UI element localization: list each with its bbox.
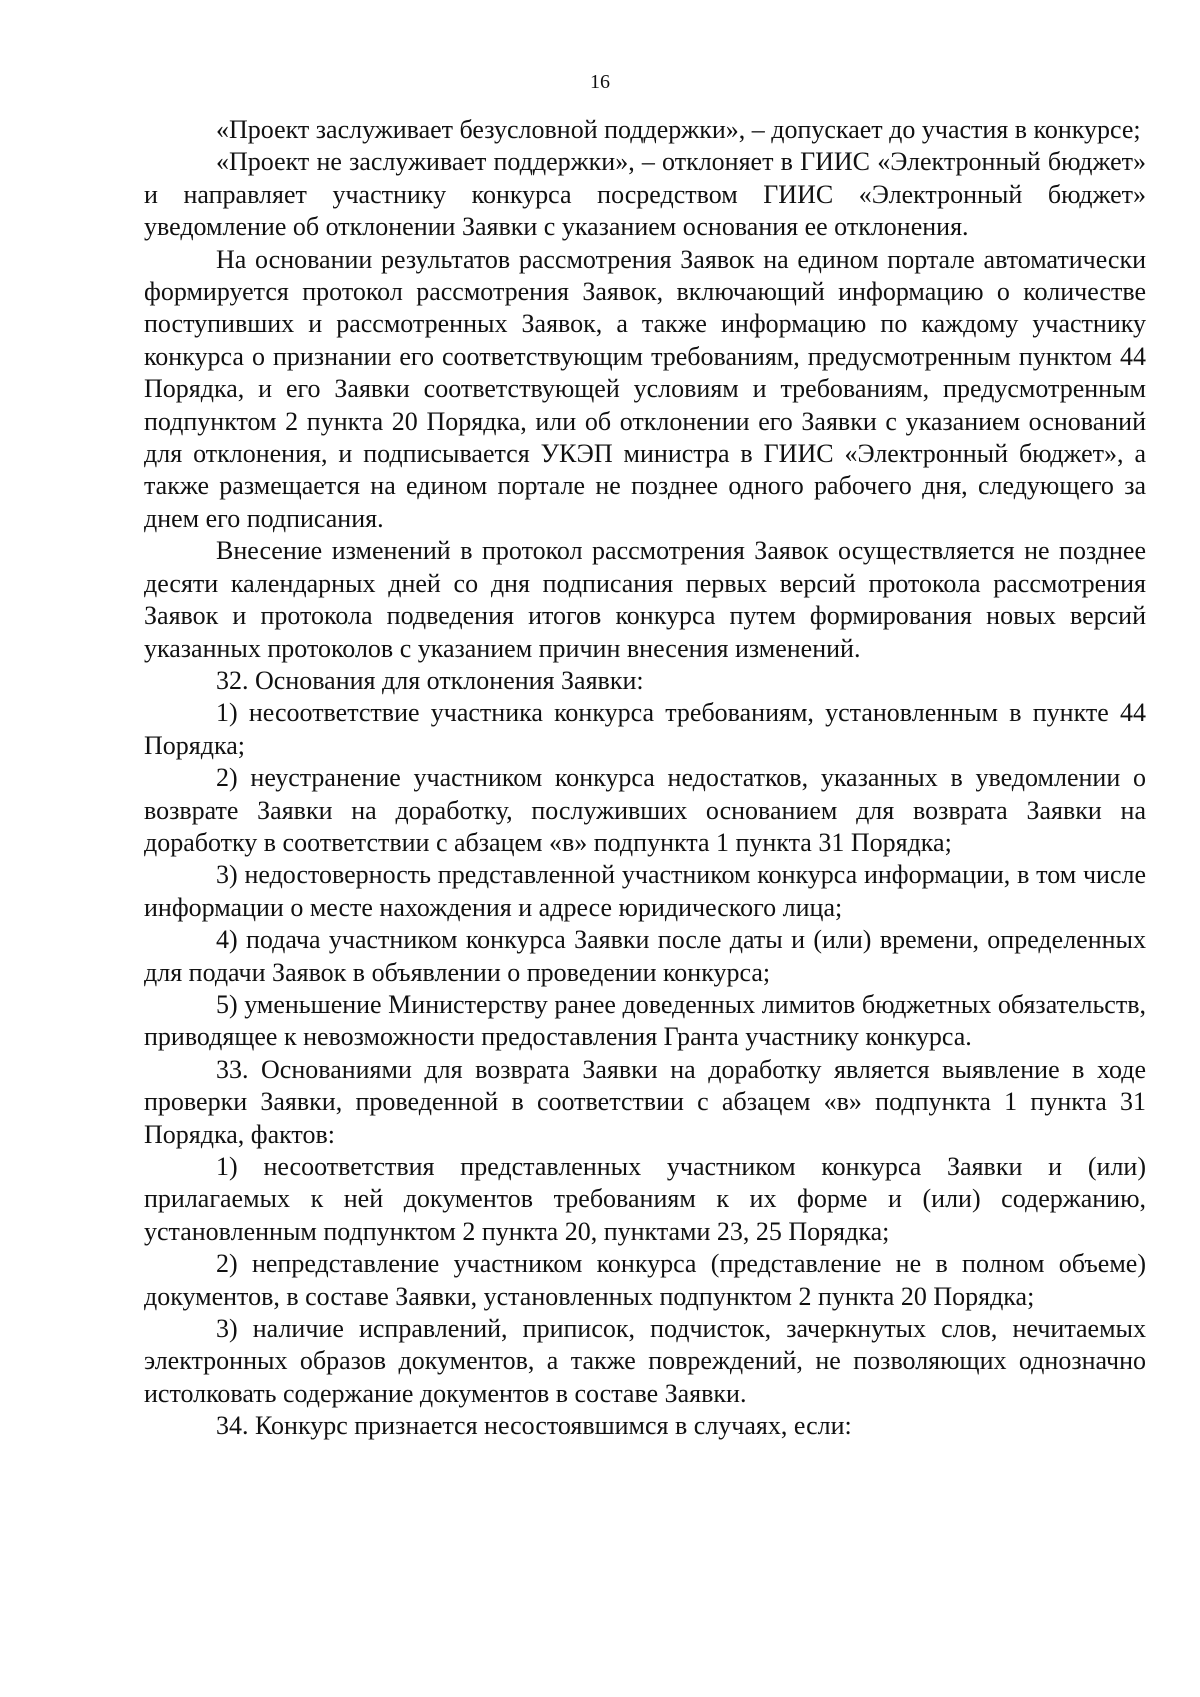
paragraph-32-item-1: 1) несоответствие участника конкурса требованиям, установленным в пункте 44 Порядка; bbox=[144, 698, 1146, 760]
paragraph-33-item-3: 3) наличие исправлений, приписок, подчисток, зачеркнутых слов, нечитаемых электронных образов документов, а также повреждений, не позволяющих однозначно истолковать содержание документов в составе Заявки. bbox=[144, 1314, 1146, 1408]
document-body bbox=[144, 114, 1146, 1443]
paragraph-ballot-no-support: «Проект не заслуживает поддержки», – отклоняет в ГИИС «Электронный бюджет» и направляет участнику конкурса посредством ГИИС «Электронный бюджет» уведомление об отклонении Заявки с указанием основания ее отклонения. bbox=[144, 147, 1146, 242]
paragraph-33-item-1: 1) несоответствия представленных участником конкурса Заявки и (или) прилагаемых к ней документов требованиям к их форме и (или) содержанию, установленным подпунктом 2 пункта 20, пунктами 23, 25 Порядка; bbox=[144, 1152, 1146, 1246]
page-number: 16 bbox=[590, 71, 610, 93]
paragraph-32-heading: 32. Основания для отклонения Заявки: bbox=[216, 665, 644, 695]
paragraph-32-item-2: 2) неустранение участником конкурса недостатков, указанных в уведомлении о возврате Заявки на доработку, послуживших основанием для возврата Заявки на доработку в соответствии с абзацем «в» подпункта 1 пункта 31 Порядка; bbox=[144, 763, 1146, 857]
paragraph-ballot-support: «Проект заслуживает безусловной поддержки», – допускает до участия в конкурсе; bbox=[216, 115, 1141, 144]
paragraph-34-heading: 34. Конкурс признается несостоявшимся в случаях, если: bbox=[216, 1411, 852, 1441]
paragraph-32-item-4: 4) подача участником конкурса Заявки после даты и (или) времени, определенных для подачи Заявок в объявлении о проведении конкурса; bbox=[144, 925, 1146, 987]
paragraph-32-item-3: 3) недостоверность представленной участником конкурса информации, в том числе информации о месте нахождения и адресе юридического лица; bbox=[144, 860, 1146, 922]
paragraph-33-item-2: 2) непредставление участником конкурса (представление не в полном объеме) документов, в составе Заявки, установленных подпунктом 2 пункта 20 Порядка; bbox=[144, 1249, 1146, 1311]
paragraph-33-heading: 33. Основаниями для возврата Заявки на доработку является выявление в ходе проверки Заявки, проведенной в соответствии с абзацем «в» подпункта 1 пункта 31 Порядка, фактов: bbox=[144, 1054, 1146, 1149]
paragraph-review-protocol: На основании результатов рассмотрения Заявок на едином портале автоматически формируется протокол рассмотрения Заявок, включающий информацию о количестве поступивших и рассмотренных Заявок, а также информацию по каждому участнику конкурса о признании его соответствующим требованиям, предусмотренным пунктом 44 Порядка, и его Заявки соответствующей условиям и требованиям, предусмотренным подпунктом 2 пункта 20 Порядка, или об отклонении его Заявки с указанием оснований для отклонения, и подписывается УКЭП министра в ГИИС «Электронный бюджет», а также размещается на едином портале не позднее одного рабочего дня, следующего за днем его подписания. bbox=[144, 244, 1146, 533]
paragraph-32-item-5: 5) уменьшение Министерству ранее доведенных лимитов бюджетных обязательств, приводящее к невозможности предоставления Гранта участнику конкурса. bbox=[144, 989, 1146, 1052]
paragraph-protocol-changes: Внесение изменений в протокол рассмотрения Заявок осуществляется не позднее десяти календарных дней со дня подписания первых версий протокола рассмотрения Заявок и протокола подведения итогов конкурса путем формирования новых версий указанных протоколов с указанием причин внесения изменений. bbox=[144, 536, 1146, 663]
